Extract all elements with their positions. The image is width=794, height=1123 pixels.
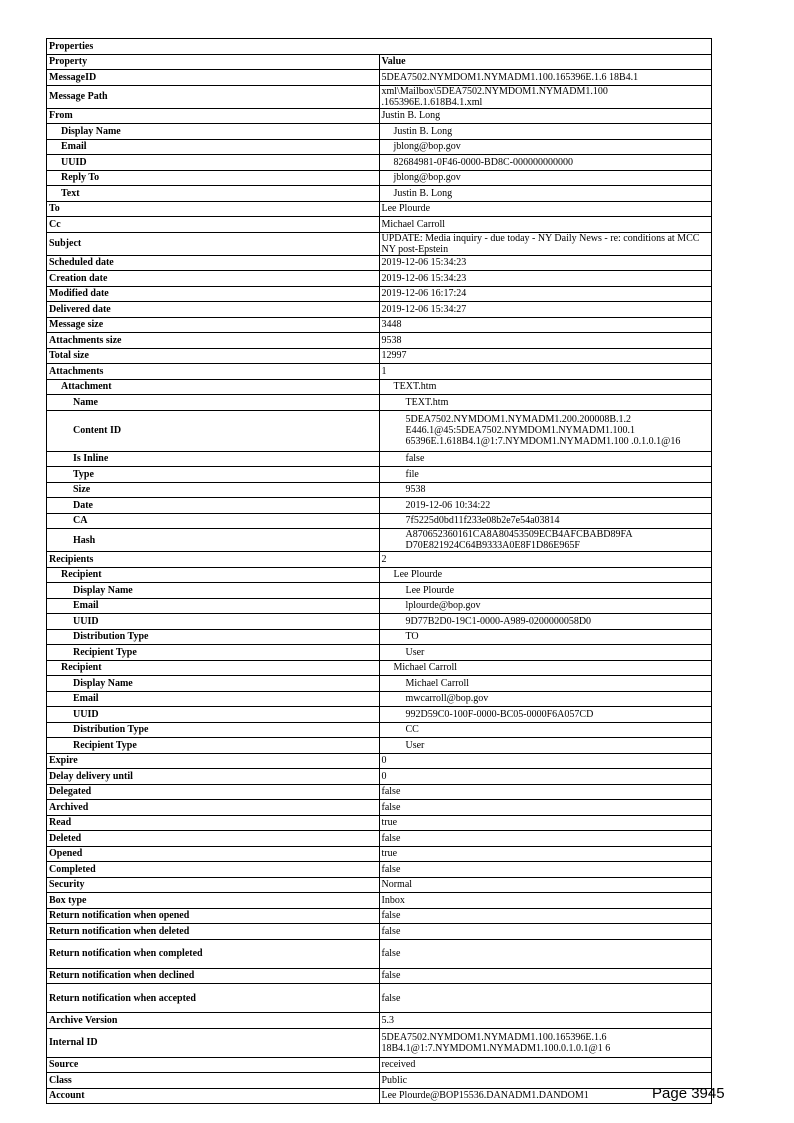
- property-value: Lee Plourde@BOP15536.DANADM1.DANDOM1: [379, 1088, 712, 1104]
- property-name: Delivered date: [47, 302, 380, 318]
- property-value: 2019-12-06 15:34:23: [379, 271, 712, 287]
- table-row: [47, 1073, 712, 1089]
- property-value: Justin B. Long: [379, 124, 712, 140]
- property-value: User: [379, 738, 712, 754]
- property-name: Box type: [47, 893, 380, 909]
- property-name: UUID: [47, 614, 380, 630]
- column-header-value: Value: [379, 54, 712, 70]
- property-value: 5DEA7502.NYMDOM1.NYMADM1.200.200008B.1.2 E446.1@45:5DEA7502.NYMDOM1.NYMADM1.100.1 65396E.1.618B4.1@1:7.NYMDOM1.NYMADM1.100 .0.1.0.1@16: [379, 410, 712, 451]
- property-name: UUID: [47, 707, 380, 723]
- property-value: 0: [379, 753, 712, 769]
- property-name: Reply To: [47, 170, 380, 186]
- table-row: [47, 1013, 712, 1029]
- table-row: [47, 379, 712, 395]
- table-row: [47, 877, 712, 893]
- property-value: xml\Mailbox\5DEA7502.NYMDOM1.NYMADM1.100 .165396E.1.618B4.1.xml: [379, 85, 712, 108]
- page-number: Page 3945: [652, 1085, 725, 1102]
- property-value: false: [379, 908, 712, 924]
- property-value: Justin B. Long: [379, 108, 712, 124]
- property-value: Michael Carroll: [379, 676, 712, 692]
- table-row: [47, 831, 712, 847]
- property-value: Public: [379, 1073, 712, 1089]
- table-row: [47, 753, 712, 769]
- property-value: 2: [379, 552, 712, 568]
- property-value: 992D59C0-100F-0000-BC05-0000F6A057CD: [379, 707, 712, 723]
- table-row: [47, 924, 712, 940]
- property-name: Source: [47, 1057, 380, 1073]
- property-name: UUID: [47, 155, 380, 171]
- table-row: [47, 1028, 712, 1057]
- table-row: [47, 691, 712, 707]
- table-row: [47, 186, 712, 202]
- property-value: TO: [379, 629, 712, 645]
- property-name: Attachments size: [47, 333, 380, 349]
- table-row: [47, 333, 712, 349]
- property-value: 9538: [379, 333, 712, 349]
- property-name: Display Name: [47, 124, 380, 140]
- property-value: 9538: [379, 482, 712, 498]
- property-name: Display Name: [47, 676, 380, 692]
- property-name: Date: [47, 498, 380, 514]
- table-row: [47, 614, 712, 630]
- table-row: [47, 738, 712, 754]
- table-row: [47, 676, 712, 692]
- property-name: Name: [47, 395, 380, 411]
- table-row: [47, 1057, 712, 1073]
- table-row: [47, 784, 712, 800]
- table-row: [47, 302, 712, 318]
- property-name: Return notification when completed: [47, 939, 380, 968]
- property-value: 2019-12-06 15:34:27: [379, 302, 712, 318]
- property-value: false: [379, 939, 712, 968]
- table-row: [47, 769, 712, 785]
- property-value: lplourde@bop.gov: [379, 598, 712, 614]
- table-row: [47, 451, 712, 467]
- property-name: Account: [47, 1088, 380, 1104]
- table-row: [47, 348, 712, 364]
- property-name: Distribution Type: [47, 629, 380, 645]
- property-name: Display Name: [47, 583, 380, 599]
- property-name: Archive Version: [47, 1013, 380, 1029]
- property-value: jblong@bop.gov: [379, 139, 712, 155]
- properties-table: [46, 38, 712, 1104]
- property-value: Michael Carroll: [379, 660, 712, 676]
- property-value: Inbox: [379, 893, 712, 909]
- property-name: Class: [47, 1073, 380, 1089]
- property-name: Return notification when deleted: [47, 924, 380, 940]
- table-row: [47, 139, 712, 155]
- table-row: [47, 70, 712, 86]
- property-value: false: [379, 862, 712, 878]
- property-value: false: [379, 451, 712, 467]
- property-name: Expire: [47, 753, 380, 769]
- table-row: [47, 893, 712, 909]
- property-name: Distribution Type: [47, 722, 380, 738]
- property-value: 7f5225d0bd11f233e08b2e7e54a03814: [379, 513, 712, 529]
- property-name: Opened: [47, 846, 380, 862]
- property-name: Return notification when opened: [47, 908, 380, 924]
- property-value: true: [379, 815, 712, 831]
- property-value: Normal: [379, 877, 712, 893]
- table-row: [47, 124, 712, 140]
- property-value: false: [379, 800, 712, 816]
- property-name: Recipient Type: [47, 738, 380, 754]
- property-value: UPDATE: Media inquiry - due today - NY Daily News - re: conditions at MCC NY post-Epstein: [379, 232, 712, 255]
- table-row: [47, 908, 712, 924]
- table-row: [47, 1088, 712, 1104]
- property-name: Is Inline: [47, 451, 380, 467]
- table-row: [47, 467, 712, 483]
- property-name: CA: [47, 513, 380, 529]
- table-row: [47, 722, 712, 738]
- property-name: Security: [47, 877, 380, 893]
- property-value: 2019-12-06 10:34:22: [379, 498, 712, 514]
- table-row: [47, 217, 712, 233]
- property-name: Recipients: [47, 552, 380, 568]
- property-value: 9D77B2D0-19C1-0000-A989-0200000058D0: [379, 614, 712, 630]
- table-row: [47, 707, 712, 723]
- property-value: false: [379, 984, 712, 1013]
- property-name: Message Path: [47, 85, 380, 108]
- property-value: received: [379, 1057, 712, 1073]
- property-name: MessageID: [47, 70, 380, 86]
- property-value: 2019-12-06 15:34:23: [379, 255, 712, 271]
- property-value: 3448: [379, 317, 712, 333]
- property-value: A870652360161CA8A80453509ECB4AFCBABD89FA D70E821924C64B9333A0E8F1D86E965F: [379, 529, 712, 552]
- table-row: [47, 815, 712, 831]
- property-name: Deleted: [47, 831, 380, 847]
- property-value: Justin B. Long: [379, 186, 712, 202]
- property-value: 5.3: [379, 1013, 712, 1029]
- property-name: Email: [47, 598, 380, 614]
- table-row: [47, 513, 712, 529]
- property-name: Internal ID: [47, 1028, 380, 1057]
- table-row: [47, 271, 712, 287]
- property-value: CC: [379, 722, 712, 738]
- property-name: Total size: [47, 348, 380, 364]
- property-value: 5DEA7502.NYMDOM1.NYMADM1.100.165396E.1.6 18B4.1: [379, 70, 712, 86]
- table-row: [47, 317, 712, 333]
- table-row: [47, 410, 712, 451]
- property-name: Message size: [47, 317, 380, 333]
- table-row: [47, 85, 712, 108]
- property-name: Hash: [47, 529, 380, 552]
- column-header-property: Property: [47, 54, 380, 70]
- property-name: To: [47, 201, 380, 217]
- table-row: [47, 482, 712, 498]
- property-value: 1: [379, 364, 712, 380]
- property-name: Scheduled date: [47, 255, 380, 271]
- table-row: [47, 529, 712, 552]
- table-header-row: [47, 54, 712, 70]
- property-value: file: [379, 467, 712, 483]
- property-value: false: [379, 924, 712, 940]
- property-name: Recipient: [47, 660, 380, 676]
- property-value: Lee Plourde: [379, 583, 712, 599]
- property-value: false: [379, 831, 712, 847]
- table-row: [47, 567, 712, 583]
- table-row: [47, 583, 712, 599]
- property-value: Michael Carroll: [379, 217, 712, 233]
- property-value: 0: [379, 769, 712, 785]
- table-row: [47, 170, 712, 186]
- property-name: Size: [47, 482, 380, 498]
- property-name: From: [47, 108, 380, 124]
- property-name: Recipient: [47, 567, 380, 583]
- table-row: [47, 846, 712, 862]
- property-value: mwcarroll@bop.gov: [379, 691, 712, 707]
- property-name: Cc: [47, 217, 380, 233]
- property-name: Content ID: [47, 410, 380, 451]
- table-row: [47, 286, 712, 302]
- property-name: Email: [47, 691, 380, 707]
- property-value: 2019-12-06 16:17:24: [379, 286, 712, 302]
- property-value: Lee Plourde: [379, 567, 712, 583]
- property-name: Completed: [47, 862, 380, 878]
- property-name: Return notification when accepted: [47, 984, 380, 1013]
- property-value: false: [379, 968, 712, 984]
- properties-table-body: [47, 39, 712, 1104]
- property-name: Email: [47, 139, 380, 155]
- table-row: [47, 108, 712, 124]
- table-row: [47, 645, 712, 661]
- property-value: 5DEA7502.NYMDOM1.NYMADM1.100.165396E.1.6 18B4.1@1:7.NYMDOM1.NYMADM1.100.0.1.0.1@1 6: [379, 1028, 712, 1057]
- property-value: TEXT.htm: [379, 395, 712, 411]
- table-title-row: [47, 39, 712, 55]
- table-row: [47, 364, 712, 380]
- property-name: Subject: [47, 232, 380, 255]
- table-row: [47, 255, 712, 271]
- table-row: [47, 155, 712, 171]
- table-row: [47, 629, 712, 645]
- property-name: Attachment: [47, 379, 380, 395]
- property-name: Delegated: [47, 784, 380, 800]
- property-name: Archived: [47, 800, 380, 816]
- property-value: User: [379, 645, 712, 661]
- table-row: [47, 201, 712, 217]
- table-row: [47, 232, 712, 255]
- property-name: Text: [47, 186, 380, 202]
- property-name: Recipient Type: [47, 645, 380, 661]
- property-value: Lee Plourde: [379, 201, 712, 217]
- property-value: 12997: [379, 348, 712, 364]
- property-value: 82684981-0F46-0000-BD8C-000000000000: [379, 155, 712, 171]
- property-name: Modified date: [47, 286, 380, 302]
- table-row: [47, 800, 712, 816]
- property-value: jblong@bop.gov: [379, 170, 712, 186]
- property-name: Attachments: [47, 364, 380, 380]
- property-name: Return notification when declined: [47, 968, 380, 984]
- table-title: Properties: [47, 39, 712, 55]
- table-row: [47, 498, 712, 514]
- property-name: Read: [47, 815, 380, 831]
- table-row: [47, 862, 712, 878]
- table-row: [47, 395, 712, 411]
- table-row: [47, 968, 712, 984]
- table-row: [47, 552, 712, 568]
- table-row: [47, 660, 712, 676]
- property-name: Type: [47, 467, 380, 483]
- table-row: [47, 939, 712, 968]
- property-value: TEXT.htm: [379, 379, 712, 395]
- property-value: true: [379, 846, 712, 862]
- table-row: [47, 984, 712, 1013]
- table-row: [47, 598, 712, 614]
- property-name: Creation date: [47, 271, 380, 287]
- property-name: Delay delivery until: [47, 769, 380, 785]
- property-value: false: [379, 784, 712, 800]
